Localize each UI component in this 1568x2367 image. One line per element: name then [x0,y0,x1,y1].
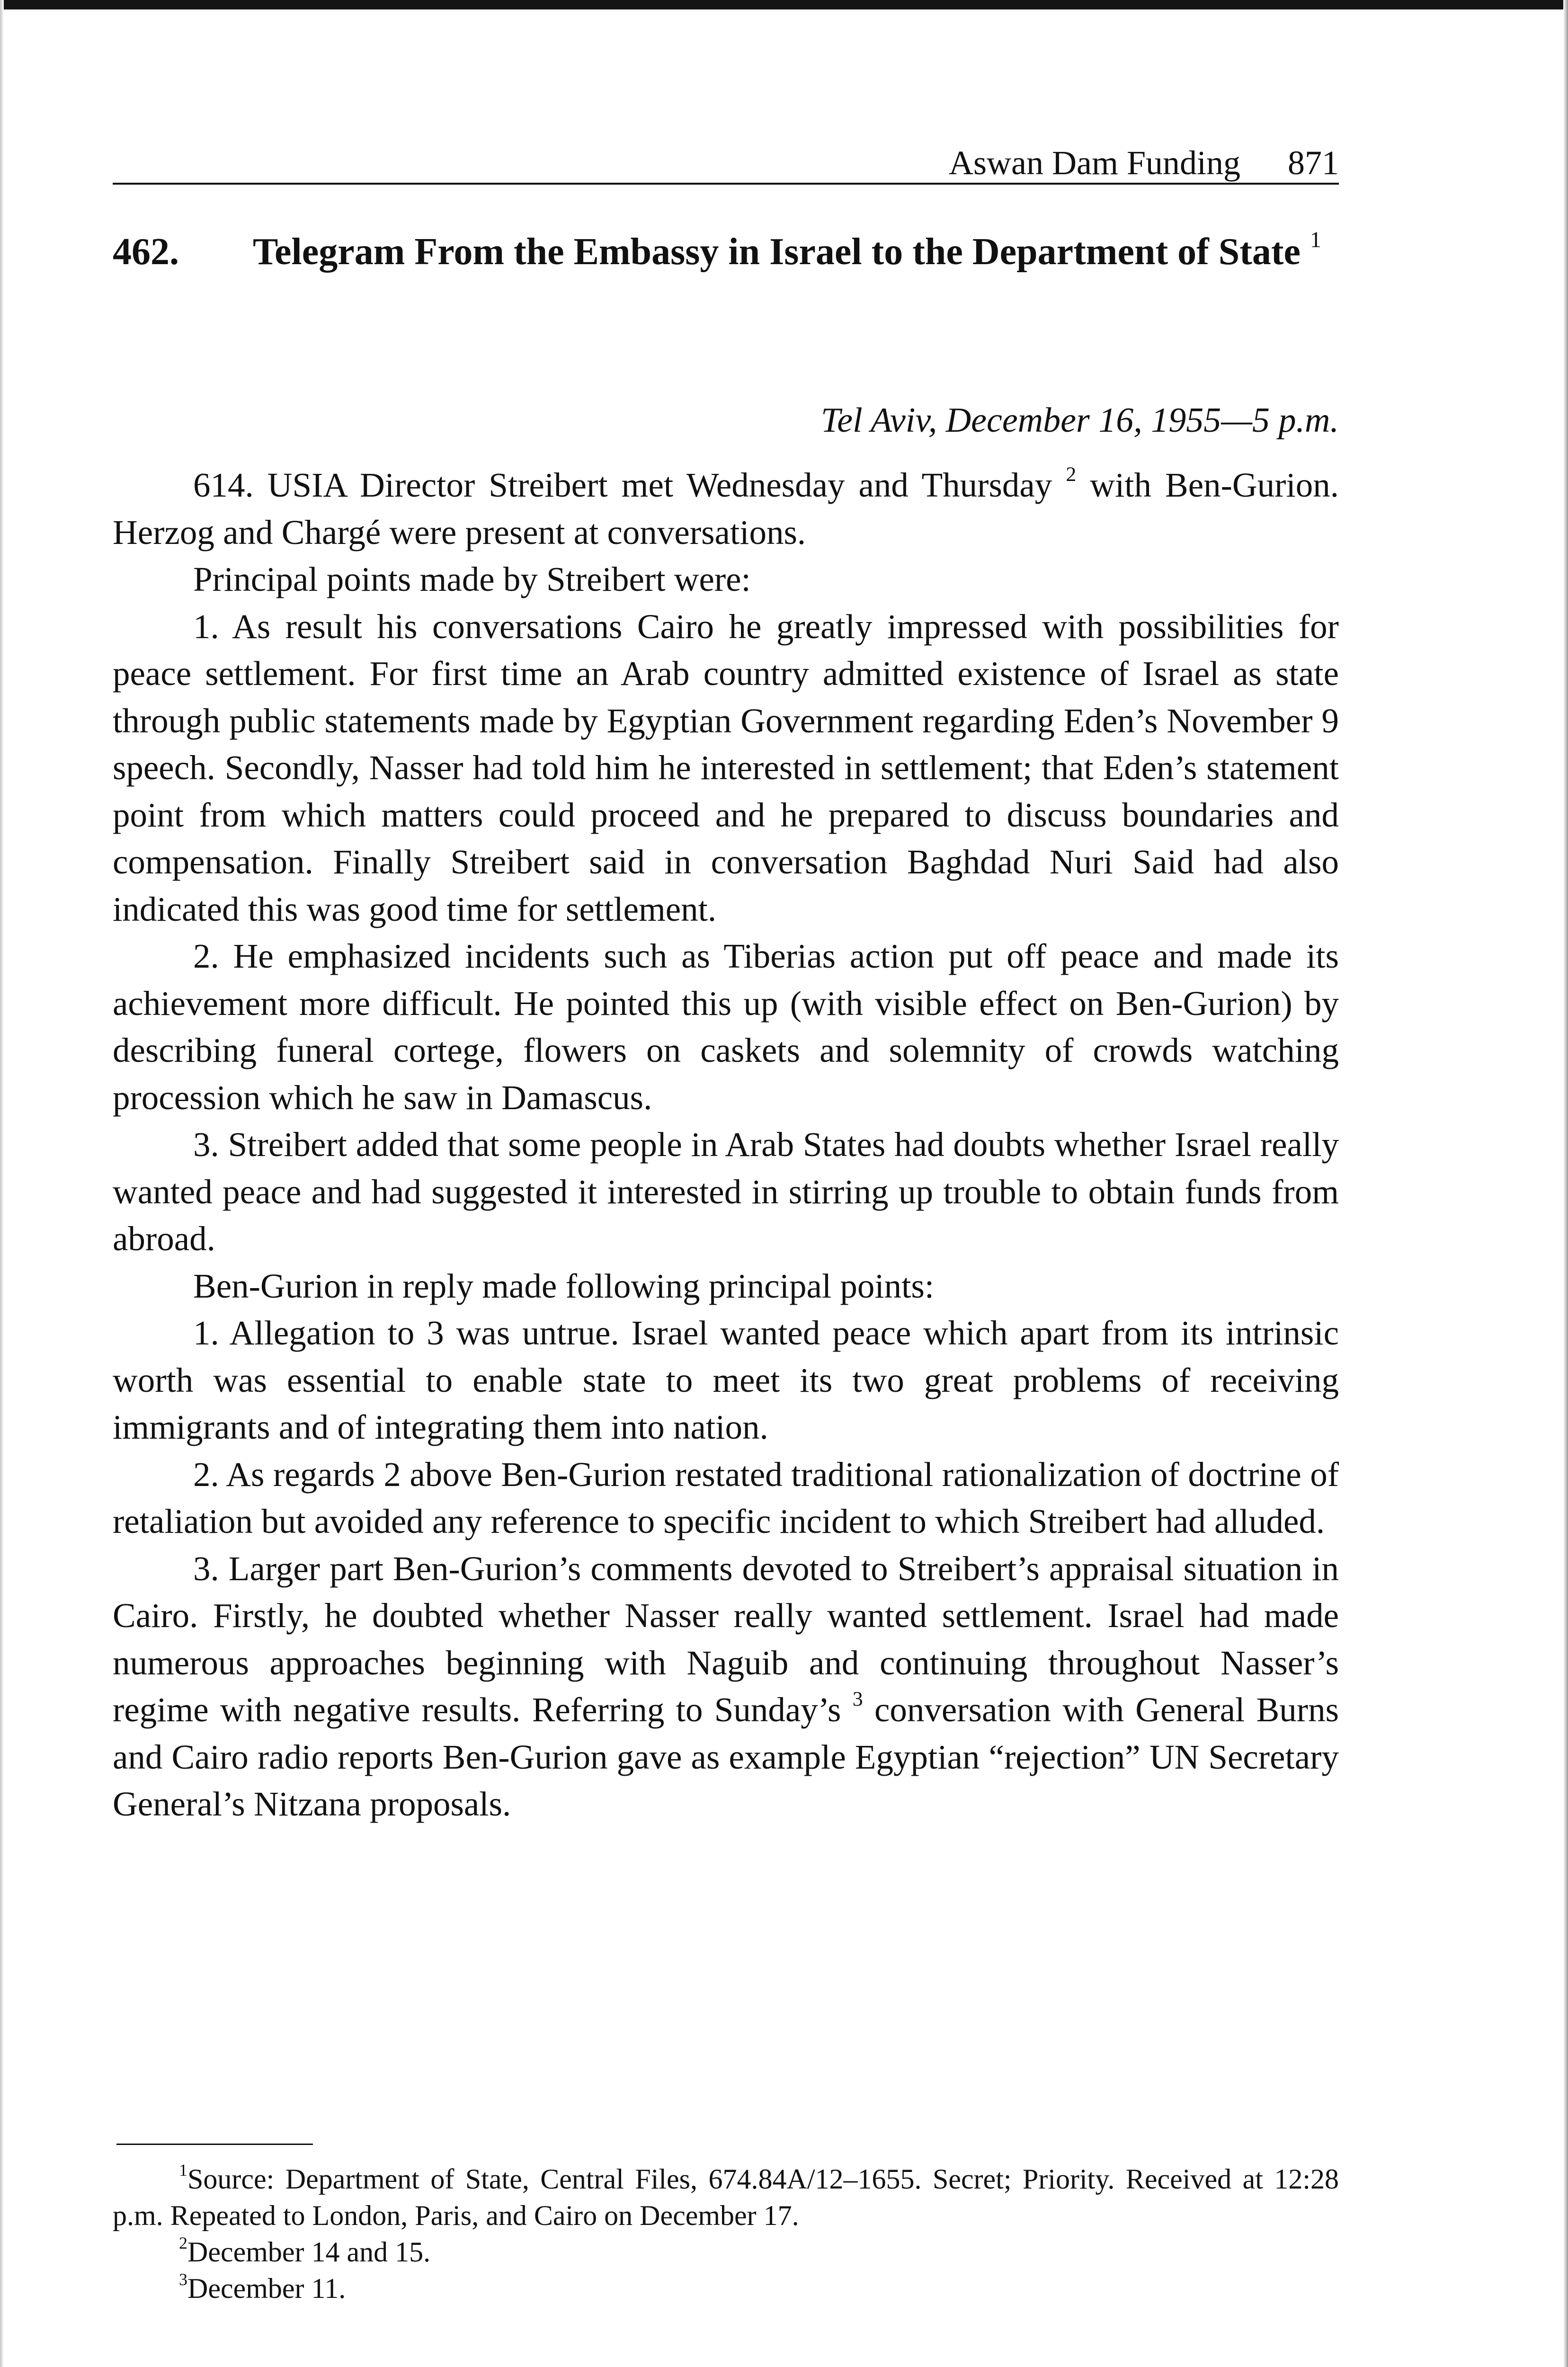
footnote [113,2234,1339,2270]
paragraph-text: with Ben-Gurion. Herzog and Chargé were present at conversations. [113,466,1339,552]
running-head-title: Aswan Dam Funding [949,144,1240,182]
footnote [113,2270,1339,2307]
document-title-text: Telegram From the Embassy in Israel to the Department of State [253,231,1301,273]
footnotes [113,2161,1339,2307]
scan-right-edge [1563,0,1568,2367]
footnote-marker: 1 [179,2161,187,2180]
footnote-marker: 2 [179,2234,187,2252]
scan-top-edge [0,0,1568,9]
paragraph: Principal points made by Streibert were: [193,560,751,598]
footnote-marker: 3 [179,2270,187,2289]
footnote-text: December 11. [187,2273,346,2304]
footnote-ref: 3 [852,1688,863,1711]
header-rule [113,183,1339,185]
footnote-ref: 1 [1310,227,1322,252]
paragraph [113,462,1339,556]
paragraph: 1. Allegation to 3 was untrue. Israel wanted peace which apart from its intrinsic worth was essential to enable state to meet its two great problems of receiving immigrants and of integrating them into nation. [113,1314,1339,1446]
paragraph-text: 614. USIA Director Streibert met Wednesday and Thursday [193,466,1052,504]
paragraph-text: conversation with General Burns and Cairo radio reports Ben-Gurion gave as example Egyptian “rejection” UN Secretary General’s Nitzana proposals. [113,1691,1339,1823]
paragraph: Ben-Gurion in reply made following principal points: [193,1266,935,1305]
paragraph: 2. He emphasized incidents such as Tiberias action put off peace and made its achievement more difficult. He pointed this up (with visible effect on Ben-Gurion) by describing funeral cortege, flowers on caskets and solemnity of crowds watching procession which he saw in Damascus. [113,937,1339,1117]
paragraph-text: 3. Larger part Ben-Gurion’s comments devoted to Streibert’s appraisal situation in Cairo. Firstly, he doubted whether Nasser really wanted settlement. Israel had made numerous approaches beginning with Naguib and continuing throughout Nasser’s regime with negative results. Referring to Sunday’s [113,1549,1339,1729]
footnote-text: December 14 and 15. [187,2236,431,2268]
scan-left-edge [0,0,4,2367]
paragraph: 2. As regards 2 above Ben-Gurion restated traditional rationalization of doctrine of retaliation but avoided any reference to specific incident to which Streibert had alluded. [113,1455,1339,1540]
footnote-text: Source: Department of State, Central Files, 674.84A/12–1655. Secret; Priority. Received at 12:28 p.m. Repeated to London, Paris, and Cairo on December 17. [113,2163,1339,2231]
page-number: 871 [1288,144,1339,182]
dateline: Tel Aviv, December 16, 1955—5 p.m. [820,401,1339,440]
paragraph: 1. As result his conversations Cairo he greatly impressed with possibilities for peace settlement. For first time an Arab country admitted existence of Israel as state through public statements made by Egyptian Government regarding Eden’s November 9 speech. Secondly, Nasser had told him he interested in settlement; that Eden’s statement point from which matters could proceed and he prepared to discuss boundaries and compensation. Finally Streibert said in conversation Baghdad Nuri Said had also indicated this was good time for settlement. [113,607,1339,928]
footnote-ref: 2 [1066,463,1077,486]
paragraph [113,1545,1339,1828]
running-head [113,142,1339,184]
footnote-rule [116,2144,313,2145]
footnote [113,2161,1339,2234]
document-number: 462. [113,231,179,273]
telegram-body [113,462,1339,1828]
paragraph: 3. Streibert added that some people in Arab States had doubts whether Israel really wanted peace and had suggested it interested in stirring up trouble to obtain funds from abroad. [113,1125,1339,1258]
document-title [253,227,1339,276]
